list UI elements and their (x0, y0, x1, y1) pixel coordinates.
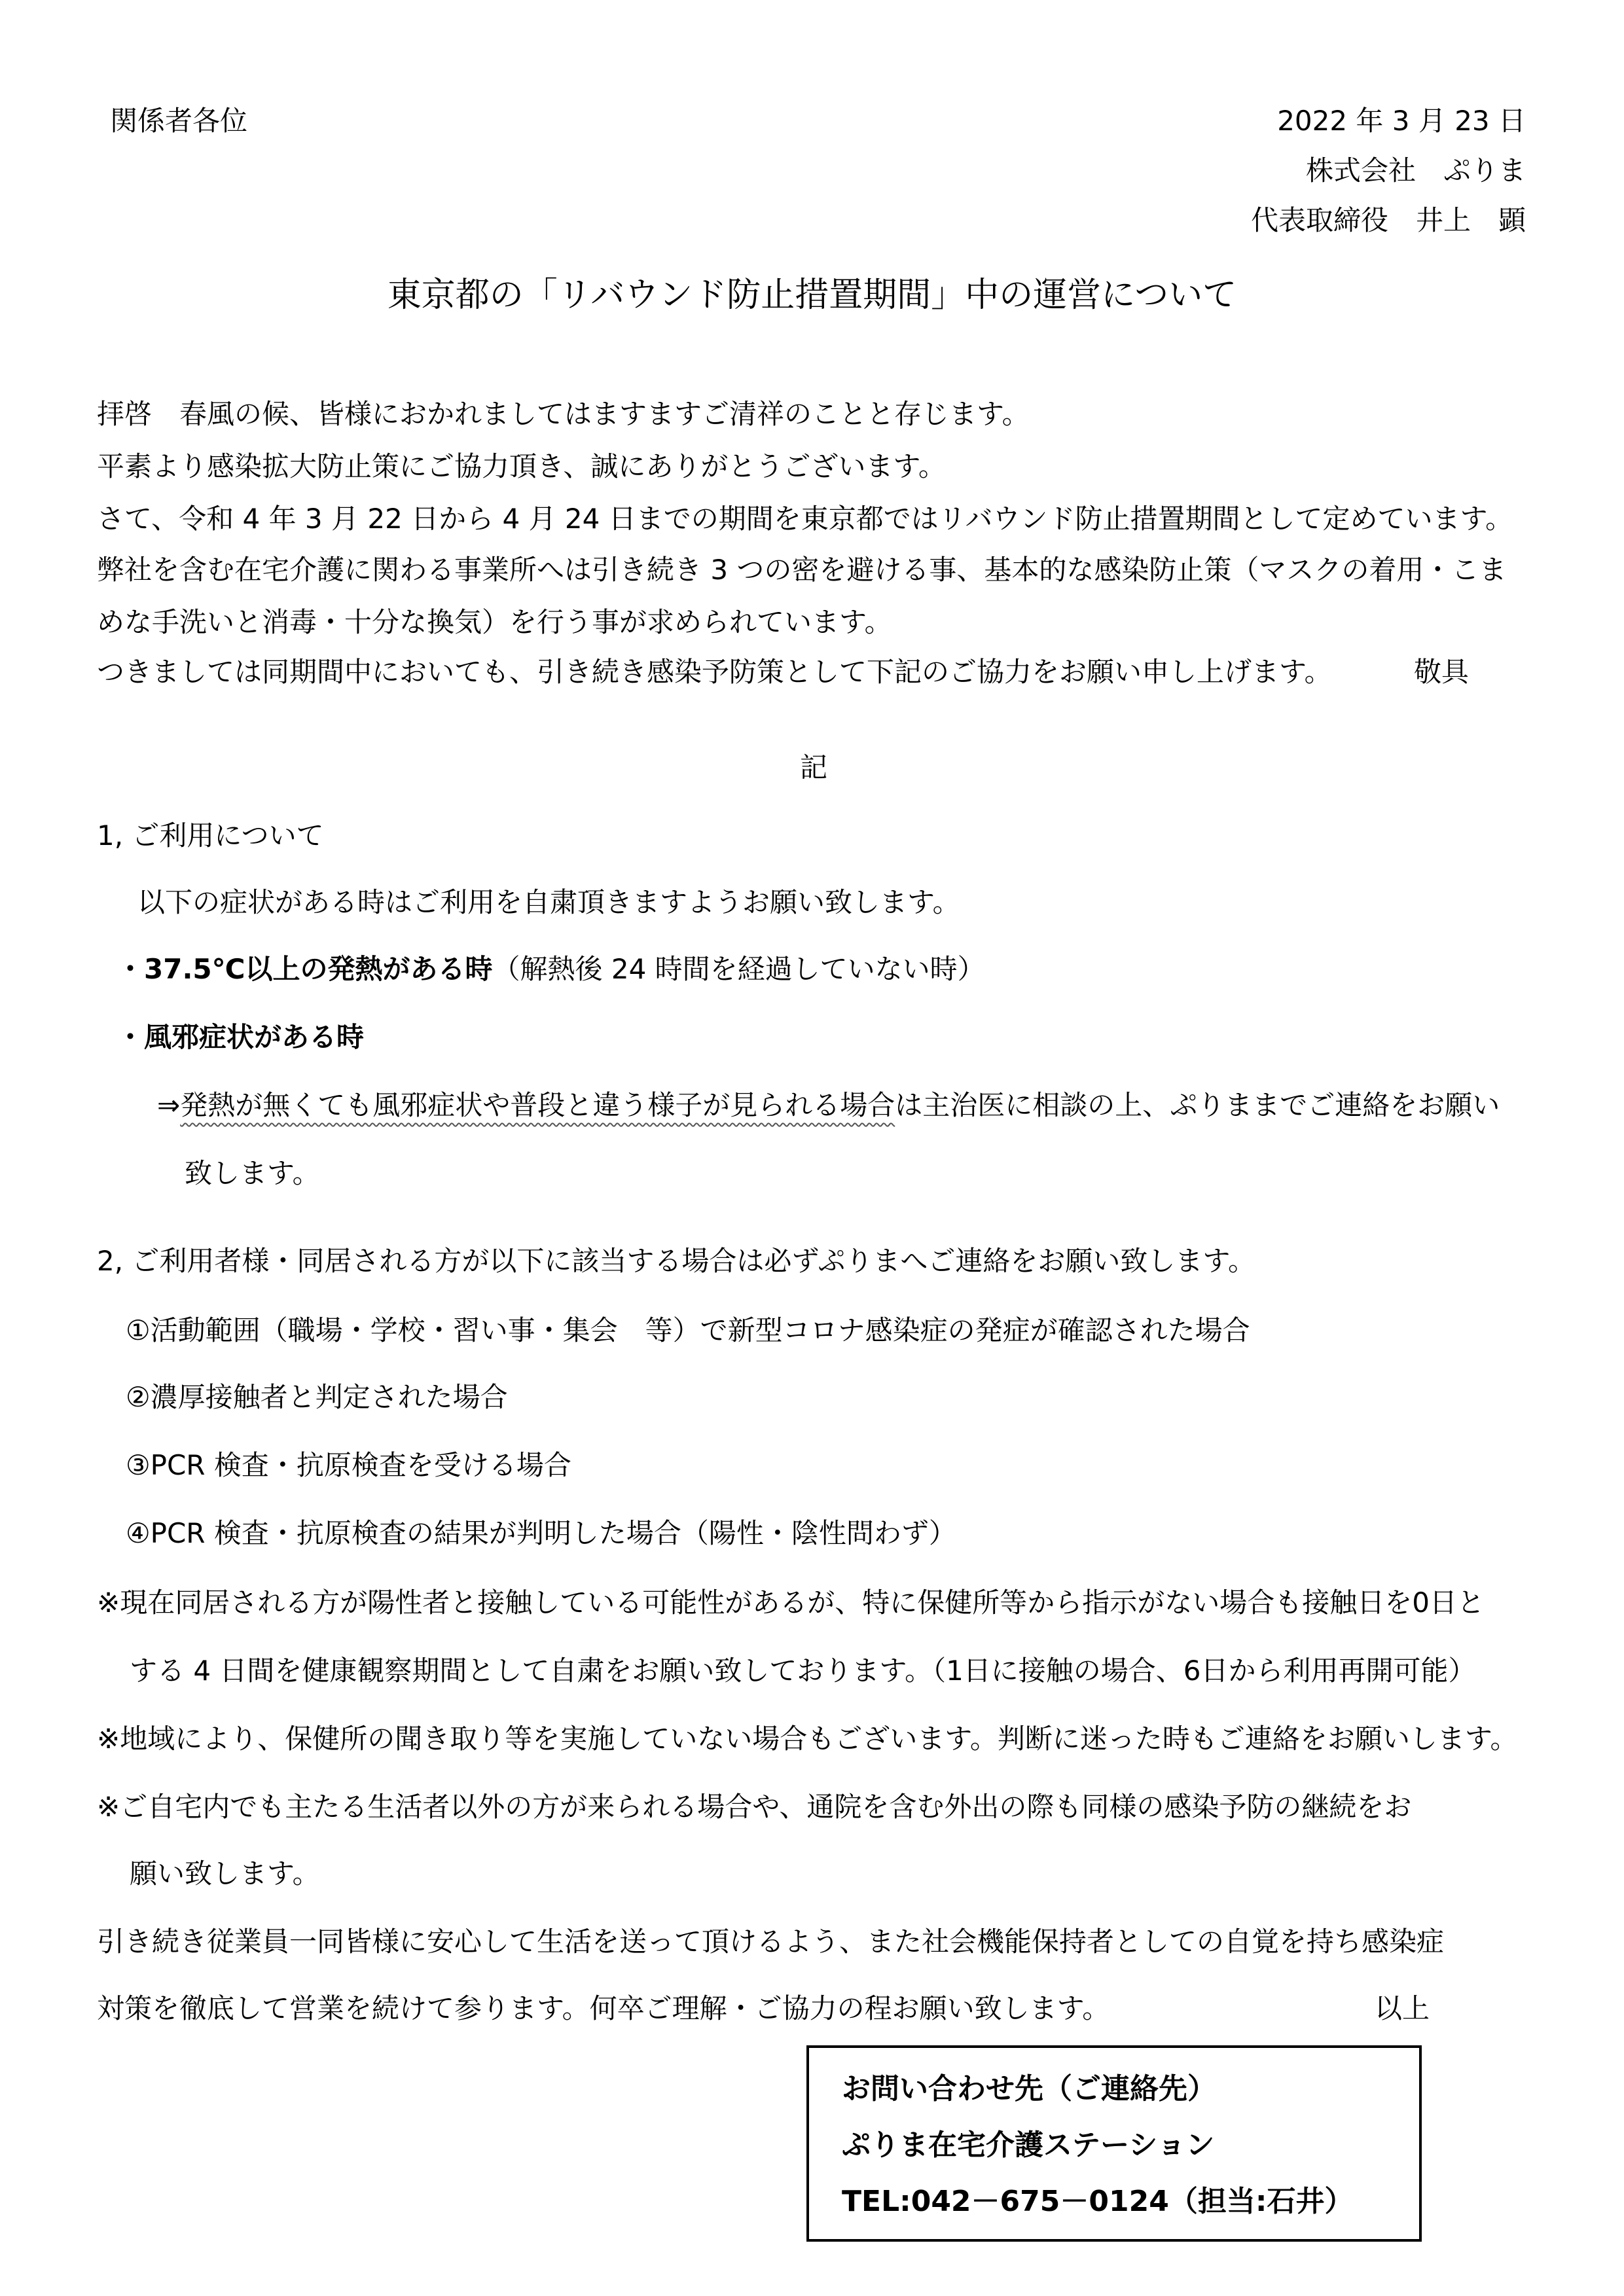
note-line: ※現在同居される方が陽性者と接触している可能性があるが、特に保健所等から指示がない場合も接触日を0日と (97, 1587, 1485, 1619)
section1-lead: 以下の症状がある時はご利用を自粛頂きますようお願い致します。 (137, 886, 960, 918)
representative: 代表取締役 井上 顕 (1250, 204, 1526, 236)
fever-note: （解熱後 24 時間を経過していない時） (492, 953, 985, 985)
note-line: ※ご自宅内でも主たる生活者以外の方が来られる場合や、通院を含む外出の際も同様の感染予防の継続をお (97, 1791, 1412, 1823)
intro-line: 平素より感染拡大防止策にご協力頂き、誠にありがとうございます。 (97, 450, 946, 482)
contact-name: ぷりま在宅介護ステーション (842, 2128, 1215, 2162)
section1-heading: 1, ご利用について (97, 819, 324, 852)
closing-line: 対策を徹底して営業を続けて参ります。何卒ご理解・ご協力の程お願い致します。 (97, 1992, 1110, 2024)
contact-box (806, 2045, 1422, 2242)
section2-item: ①活動範囲（職場・学校・習い事・集会 等）で新型コロナ感染症の発症が確認された場合 (126, 1314, 1250, 1346)
arrow-symbol: ⇒ (157, 1089, 181, 1121)
cold-item: ・風邪症状がある時 (117, 1021, 365, 1053)
addressee: 関係者各位 (110, 105, 248, 137)
advice-continuation: 致します。 (185, 1157, 320, 1189)
intro-line: めな手洗いと消毒・十分な換気）を行う事が求められています。 (97, 606, 892, 638)
section2-heading: 2, ご利用者様・同居される方が以下に該当する場合は必ずぷりまへご連絡をお願い致します。 (97, 1245, 1255, 1277)
intro-line: さて、令和 4 年 3 月 22 日から 4 月 24 日までの期間を東京都ではリバウンド防止措置期間として定めています。 (97, 503, 1513, 535)
keigu: 敬具 (1414, 656, 1470, 688)
ijou: 以上 (1375, 1992, 1430, 2024)
company-name: 株式会社 ぷりま (1305, 154, 1526, 187)
contact-tel: TEL:042－675－0124（担当:石井） (842, 2185, 1354, 2218)
note-line: する 4 日間を健康観察期間として自粛をお願い致しております。（1日に接触の場合、6日から利用再開可能） (130, 1655, 1476, 1687)
section2-item: ④PCR 検査・抗原検査の結果が判明した場合（陽性・陰性問わず） (126, 1517, 956, 1549)
contact-heading: お問い合わせ先（ご連絡先） (842, 2072, 1216, 2106)
fever-bold: ・37.5℃以上の発熱がある時 (117, 953, 493, 985)
advice-rest: は主治医に相談の上、ぷりままでご連絡をお願い (895, 1089, 1500, 1121)
page-title: 東京都の「リバウンド防止措置期間」中の運営について (387, 276, 1237, 315)
intro-line: 弊社を含む在宅介護に関わる事業所へは引き続き 3 つの密を避ける事、基本的な感染防止策（マスクの着用・こま (97, 554, 1507, 586)
section2-item: ③PCR 検査・抗原検査を受ける場合 (126, 1449, 571, 1481)
advice-underlined: 発熱が無くても風邪症状や普段と違う様子が見られる場合 (180, 1089, 895, 1121)
note-line: ※地域により、保健所の聞き取り等を実施していない場合もございます。判断に迷った時もご連絡をお願いします。 (97, 1723, 1518, 1755)
fever-item (117, 953, 985, 986)
date: 2022 年 3 月 23 日 (1277, 105, 1526, 137)
section2-item: ②濃厚接触者と判定された場合 (126, 1381, 508, 1413)
intro-line: つきましては同期間中においても、引き続き感染予防策として下記のご協力をお願い申し上げます。 (97, 656, 1332, 688)
intro-line: 拝啓 春風の候、皆様におかれましてはますますご清祥のことと存じます。 (97, 398, 1030, 430)
closing-line: 引き続き従業員一同皆様に安心して生活を送って頂けるよう、また社会機能保持者としての自覚を持ち感染症 (97, 1926, 1445, 1958)
note-line: 願い致します。 (130, 1857, 320, 1890)
ki-marker: 記 (800, 751, 828, 783)
advice-line (157, 1089, 1500, 1122)
